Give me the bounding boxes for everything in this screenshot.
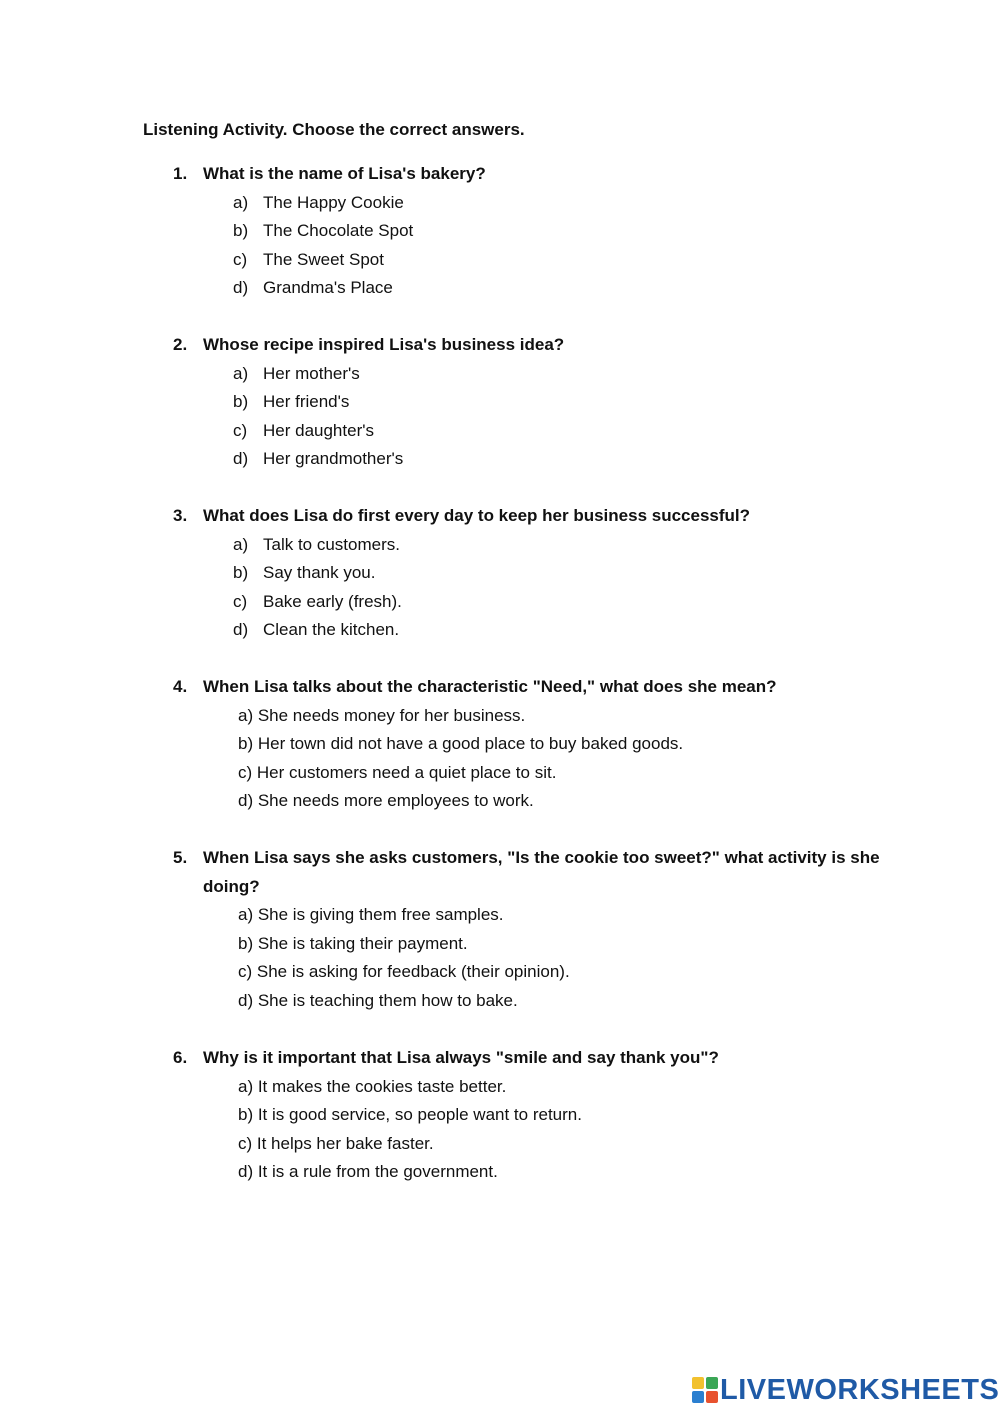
question-text: When Lisa says she asks customers, "Is the cookie too sweet?" what activity is she doing?	[203, 848, 880, 896]
liveworksheets-logo	[692, 1373, 999, 1407]
answer-option[interactable]	[0, 559, 1000, 588]
question-heading	[0, 1044, 1000, 1073]
option-text: a) It makes the cookies taste better.	[238, 1076, 507, 1096]
option-text: Her mother's	[263, 363, 360, 383]
option-text: a) She is giving them free samples.	[238, 905, 504, 925]
answer-option[interactable]	[0, 445, 1000, 474]
answer-option[interactable]	[0, 246, 1000, 275]
question-number: 5.	[173, 848, 188, 867]
liveworksheets-logo-icon	[692, 1377, 718, 1403]
question-3	[0, 502, 1000, 645]
option-letter: a)	[233, 534, 249, 554]
option-text: Her daughter's	[263, 420, 374, 440]
page-title: Listening Activity. Choose the correct answers.	[143, 120, 525, 139]
answer-option[interactable]	[0, 531, 1000, 560]
question-number: 1.	[173, 164, 188, 183]
answer-options	[0, 360, 1000, 474]
answer-option[interactable]	[0, 1073, 1000, 1102]
question-heading	[0, 502, 1000, 531]
option-text: Her grandmother's	[263, 449, 404, 469]
option-text: The Happy Cookie	[263, 192, 404, 212]
answer-option[interactable]	[0, 274, 1000, 303]
answer-option[interactable]	[0, 417, 1000, 446]
answer-options	[0, 702, 1000, 816]
answer-option[interactable]	[0, 189, 1000, 218]
answer-option[interactable]	[0, 616, 1000, 645]
option-text: b) She is taking their payment.	[238, 933, 468, 953]
option-letter: c)	[233, 420, 248, 440]
option-text: The Chocolate Spot	[263, 221, 414, 241]
option-letter: b)	[233, 563, 249, 583]
option-letter: b)	[233, 392, 249, 412]
option-letter: d)	[233, 278, 249, 298]
question-number: 2.	[173, 335, 188, 354]
option-text: c) She is asking for feedback (their opinion).	[238, 962, 570, 982]
question-1	[0, 160, 1000, 303]
option-text: b) It is good service, so people want to return.	[238, 1105, 582, 1125]
answer-option[interactable]	[0, 987, 1000, 1016]
question-text: Whose recipe inspired Lisa's business idea?	[203, 335, 565, 354]
option-text: b) Her town did not have a good place to buy baked goods.	[238, 734, 684, 754]
answer-option[interactable]	[0, 958, 1000, 987]
answer-option[interactable]	[0, 730, 1000, 759]
question-4	[0, 673, 1000, 816]
answer-option[interactable]	[0, 1101, 1000, 1130]
answer-option[interactable]	[0, 588, 1000, 617]
option-text: d) It is a rule from the government.	[238, 1162, 498, 1182]
answer-option[interactable]	[0, 901, 1000, 930]
question-text: When Lisa talks about the characteristic "Need," what does she mean?	[203, 677, 777, 696]
option-text: a) She needs money for her business.	[238, 705, 526, 725]
question-number: 6.	[173, 1048, 188, 1067]
answer-option[interactable]	[0, 759, 1000, 788]
option-letter: c)	[233, 591, 248, 611]
answer-option[interactable]	[0, 360, 1000, 389]
question-heading	[0, 673, 1000, 702]
answer-options	[0, 901, 1000, 1015]
question-text: What is the name of Lisa's bakery?	[203, 164, 486, 183]
answer-option[interactable]	[0, 388, 1000, 417]
option-text: c) Her customers need a quiet place to sit.	[238, 762, 557, 782]
answer-option[interactable]	[0, 787, 1000, 816]
question-5	[0, 844, 1000, 1016]
question-text: Why is it important that Lisa always "smile and say thank you"?	[203, 1048, 719, 1067]
question-number: 3.	[173, 506, 188, 525]
question-heading	[0, 331, 1000, 360]
option-text: c) It helps her bake faster.	[238, 1133, 434, 1153]
option-text: d) She needs more employees to work.	[238, 791, 534, 811]
answer-option[interactable]	[0, 1130, 1000, 1159]
option-text: Clean the kitchen.	[263, 620, 400, 640]
option-text: Grandma's Place	[263, 278, 393, 298]
option-text: Bake early (fresh).	[263, 591, 402, 611]
option-text: Her friend's	[263, 392, 350, 412]
question-2	[0, 331, 1000, 474]
answer-option[interactable]	[0, 930, 1000, 959]
logo-text: LIVEWORKSHEETS	[720, 1373, 1000, 1406]
option-text: d) She is teaching them how to bake.	[238, 990, 518, 1010]
option-letter: d)	[233, 449, 249, 469]
answer-options	[0, 531, 1000, 645]
question-number: 4.	[173, 677, 188, 696]
option-letter: d)	[233, 620, 249, 640]
option-text: Talk to customers.	[263, 534, 400, 554]
answer-options	[0, 1073, 1000, 1187]
option-letter: c)	[233, 249, 248, 269]
option-letter: b)	[233, 221, 249, 241]
question-6	[0, 1044, 1000, 1187]
answer-option[interactable]	[0, 217, 1000, 246]
question-heading	[0, 160, 1000, 189]
question-heading	[0, 844, 1000, 901]
option-text: The Sweet Spot	[263, 249, 384, 269]
option-text: Say thank you.	[263, 563, 376, 583]
question-text: What does Lisa do first every day to keep her business successful?	[203, 506, 751, 525]
option-letter: a)	[233, 363, 249, 383]
answer-option[interactable]	[0, 1158, 1000, 1187]
answer-options	[0, 189, 1000, 303]
answer-option[interactable]	[0, 702, 1000, 731]
option-letter: a)	[233, 192, 249, 212]
